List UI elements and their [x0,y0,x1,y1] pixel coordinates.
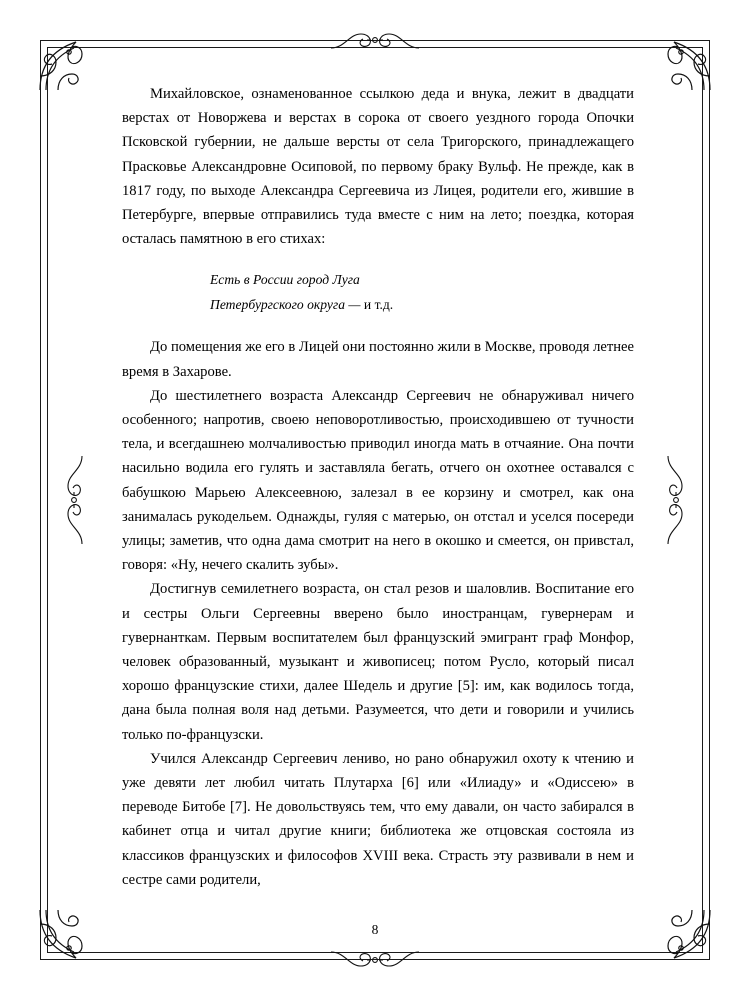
paragraph: До шестилетнего возраста Александр Сергеевич не обнаруживал ничего особенного; напротив, своею неповоротливостью, происходившею от тучности тела, и всегдашнею молчаливостью приводил иногда мать в отчаяние. Она почти насильно водила его гулять и заставляла бегать, отчего он охотнее оставался с бабушкою Марьею Алексеевною, залезал в ее корзину и смотрел, как она занималась рукодельем. Однажды, гуляя с матерью, он отстал и уселся посереди улицы; заметив, что одна дама смотрит на него в окошко и смеется, он привстал, говоря: «Ну, нечего скалить зубы». [122,387,634,574]
page-body-text [122,82,634,888]
verse-note: и т.д. [363,297,394,313]
paragraph: Учился Александр Сергеевич лениво, но рано обнаружил охоту к чтению и уже девяти лет любил читать Плутарха [6] или «Илиаду» и «Одиссею» в переводе Битобе [7]. Не довольствуясь тем, что ему давали, он часто забирался в кабинет отца и читал другие книги; библиотека же отцовская состояла из классиков французских и философов XVIII века. Страсть эту развивали в нем и сестре сами родители, [122,750,634,888]
edge-ornament-icon [327,28,423,52]
paragraph: Михайловское, ознаменованное ссылкою деда и внука, лежит в двадцати верстах от Новоржева и верстах в сорока от своего уездного города Опочки Псковской губернии, не дальше версты от села Тригорского, принадлежащего Прасковье Александровне Осиповой, по первому браку Вульф. Не прежде, как в 1817 году, по выходе Александра Сергеевича из Лицея, родители его, жившие в Петербурге, впервые отправились туда вместе с ним на лето; поездка, которая осталась памятною в его стихах: [122,86,634,248]
paragraph: До помещения же его в Лицей они постоянно жили в Москве, проводя летнее время в Захарове. [122,339,634,380]
edge-ornament-icon [664,452,688,548]
verse-line-text: Петербургского округа — [210,297,364,313]
corner-flourish-icon [32,32,98,98]
page-number: 8 [371,922,379,937]
verse-quote [122,267,634,317]
verse-line: Есть в России город Луга [210,272,360,288]
corner-flourish-icon [652,32,718,98]
edge-ornament-icon [62,452,86,548]
paragraph: Достигнув семилетнего возраста, он стал резов и шаловлив. Воспитание его и сестры Ольги Сергеевны вверено было иностранцам, гувернерам и гувернанткам. Первым воспитателем был французский эмигрант граф Монфор, человек образованный, музыкант и живописец; потом Русло, который писал хорошо французские стихи, далее Шедель и другие [5]: им, как водилось тогда, дана была полная воля над детьми. Разумеется, что дети и говорили и учились только по-французски. [122,581,634,743]
verse-line [210,292,634,317]
edge-ornament-icon [327,948,423,972]
